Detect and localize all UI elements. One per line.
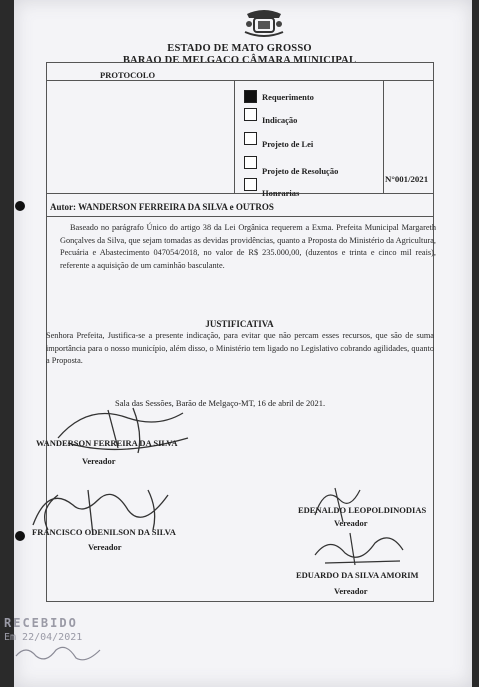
protocol-number: N°001/2021 bbox=[385, 174, 429, 184]
request-body: Baseado no parágrafo Único do artigo 38 da Lei Orgânica requerem a Exma. Prefeita Municipal Margareth Gonçalves da Silva, que sejam tomadas as devidas providências, quanto a Proposta do Ministério da Agricultura, Pecuária e Abastecimento 047054/2018, no valor de R$ 235.000,00, (duzentos e trinta e cinco mil reais), referente a aquisição de um caminhão basculante. bbox=[60, 223, 436, 270]
punch-hole-top bbox=[15, 201, 25, 211]
checkbox-requerimento[interactable] bbox=[244, 90, 257, 103]
signatory-1-role: Vereador bbox=[82, 456, 116, 466]
author-line: Autor: WANDERSON FERREIRA DA SILVA e OUTROS bbox=[50, 202, 274, 212]
signatory-4-role: Vereador bbox=[334, 586, 368, 596]
signatory-3-name: FRANCISCO ODENILSON DA SILVA bbox=[32, 527, 176, 537]
checkbox-honrarias[interactable] bbox=[244, 178, 257, 191]
stamp-title: RECEBIDO bbox=[4, 616, 78, 630]
option-requerimento: Requerimento bbox=[262, 92, 314, 102]
justificativa-title: JUSTIFICATIVA bbox=[205, 319, 274, 329]
coat-of-arms-logo bbox=[243, 8, 285, 38]
stamp-date: Em 22/04/2021 bbox=[4, 632, 83, 643]
header-state: ESTADO DE MATO GROSSO bbox=[167, 43, 312, 54]
checkbox-projeto-de-lei[interactable] bbox=[244, 132, 257, 145]
option-honrarias: Honrarias bbox=[262, 188, 300, 198]
signatory-2-name: EDENALDO LEOPOLDINODIAS bbox=[298, 505, 427, 515]
signatory-4-name: EDUARDO DA SILVA AMORIM bbox=[296, 570, 419, 580]
header-chamber: BARAO DE MELGACO CÂMARA MUNICIPAL bbox=[122, 55, 357, 66]
signatory-3-role: Vereador bbox=[88, 542, 122, 552]
signatory-1-name: WANDERSON FERREIRA DA SILVA bbox=[36, 438, 178, 448]
checkbox-indicacao[interactable] bbox=[244, 108, 257, 121]
option-projeto-de-lei: Projeto de Lei bbox=[262, 139, 314, 149]
signatory-2-role: Vereador bbox=[334, 518, 368, 528]
justificativa-text: Senhora Prefeita, Justifica-se a presente indicação, para evitar que não percam esses recursos, que são de suma importância para o nosso município, além disso, o Ministério tem ligado no Legislativo cobrando agilidades, quanto a Proposta. bbox=[46, 331, 434, 365]
handwritten-signature-4 bbox=[305, 525, 410, 570]
checkbox-projeto-de-resolucao[interactable] bbox=[244, 156, 257, 169]
protocolo-label: PROTOCOLO bbox=[100, 70, 156, 80]
option-indicacao: Indicação bbox=[262, 115, 298, 125]
stamp-handwriting bbox=[14, 642, 104, 666]
received-stamp bbox=[4, 616, 104, 666]
place-and-date: Sala das Sessões, Barão de Melgaço-MT, 16 de abril de 2021. bbox=[115, 398, 326, 408]
option-projeto-de-resolucao: Projeto de Resolução bbox=[262, 166, 339, 176]
